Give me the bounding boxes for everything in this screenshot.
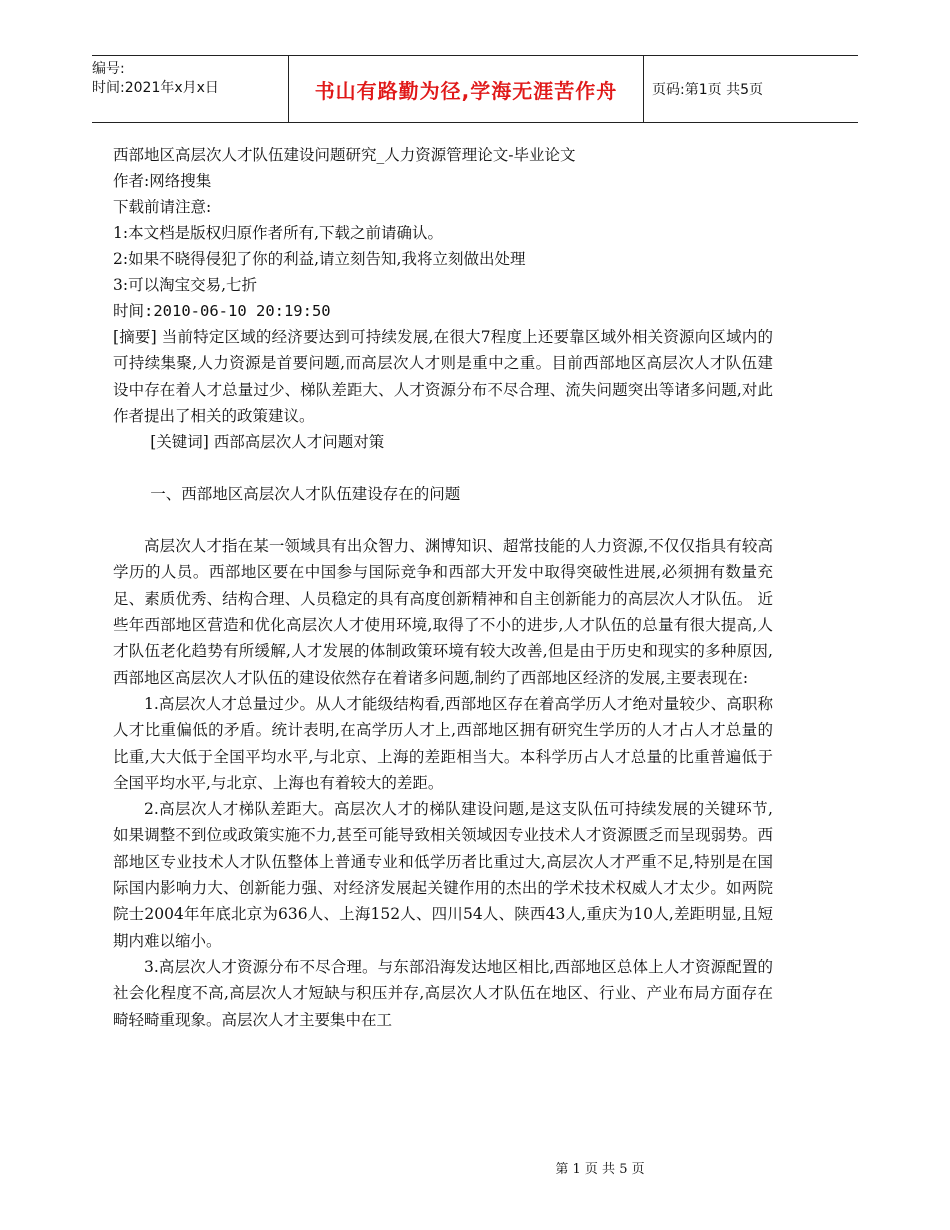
doc-title: 西部地区高层次人才队伍建设问题研究_人力资源管理论文-毕业论文 xyxy=(113,146,576,164)
body-paragraph: 1.高层次人才总量过少。从人才能级结构看,西部地区存在着高学历人才绝对量较少、高职称人才比重偏低的矛盾。统计表明,在高学历人才上,西部地区拥有研究生学历的人才占人才总量的比重,大大低于全国平均水平,与北京、上海的差距相当大。本科学历占人才总量的比重普遍低于全国平均水平,与北京、上海也有着较大的差距。 xyxy=(113,694,773,792)
notice-item: 2:如果不晓得侵犯了你的利益,请立刻告知,我将立刻做出处理 xyxy=(113,250,526,268)
section-heading: 一、西部地区高层次人才队伍建设存在的问题 xyxy=(150,485,461,504)
keywords: [关键词] 西部高层次人才问题对策 xyxy=(150,433,385,452)
header-page-info: 页码:第1页 共5页 xyxy=(652,82,763,98)
doc-time: 时间:2010-06-10 20:19:50 xyxy=(113,302,331,320)
body-paragraph: 2.高层次人才梯队差距大。高层次人才的梯队建设问题,是这支队伍可持续发展的关键环节,如果调整不到位或政策实施不力,甚至可能导致相关领域因专业技术人才资源匮乏而呈现弱势。西部地区专业技术人才队伍整体上普通专业和低学历者比重过大,高层次人才严重不足,特别是在国际国内影响力大、创新能力强、对经济发展起关键作用的杰出的学术技术权威人才太少。如两院院士2004年年底北京为636人、上海152人、四川54人、陕西43人,重庆为10人,差距明显,且短期内难以缩小。 xyxy=(113,800,773,950)
header-slogan: 书山有路勤为径,学海无涯苦作舟 xyxy=(288,56,644,122)
notice-item: 1:本文档是版权归原作者所有,下载之前请确认。 xyxy=(113,224,444,242)
doc-author: 作者:网络搜集 xyxy=(113,172,212,190)
abstract: [摘要] 当前特定区域的经济要达到可持续发展,在很大7程度上还要靠区域外相关资源向区域内的可持续集聚,人力资源是首要问题,而高层次人才则是重中之重。目前西部地区高层次人才队伍建设中存在着人才总量过少、梯队差距大、人才资源分布不尽合理、流失问题突出等诸多问题,对此作者提出了相关的政策建议。 xyxy=(113,328,773,425)
header-meta xyxy=(92,56,288,122)
header-time-label: 时间:2021年x月x日 xyxy=(92,80,219,96)
page-header xyxy=(92,55,858,123)
body-paragraph: 3.高层次人才资源分布不尽合理。与东部沿海发达地区相比,西部地区总体上人才资源配置的社会化程度不高,高层次人才短缺与积压并存,高层次人才队伍在地区、行业、产业布局方面存在畸轻畸重现象。高层次人才主要集中在工 xyxy=(113,957,773,1029)
body-paragraph: 高层次人才指在某一领域具有出众智力、渊博知识、超常技能的人力资源,不仅仅指具有较高学历的人员。西部地区要在中国参与国际竞争和西部大开发中取得突破性进展,必须拥有数量充足、素质优秀、结构合理、人员稳定的具有高度创新精神和自主创新能力的高层次人才队伍。 近些年西部地区营造和优化高层次人才使用环境,取得了不小的进步,人才队伍的总量有很大提高,人才队伍老化趋势有所缓解,人才发展的体制政策环境有较大改善,但是由于历史和现实的多种原因,西部地区高层次人才队伍的建设依然存在着诸多问题,制约了西部地区经济的发展,主要表现在: xyxy=(113,537,773,687)
document-body xyxy=(113,142,773,1033)
notice-item: 3:可以淘宝交易,七折 xyxy=(113,276,258,294)
page-footer: 第 1 页 共 5 页 xyxy=(555,1162,645,1177)
notice-heading: 下载前请注意: xyxy=(113,198,212,216)
header-number-label: 编号: xyxy=(92,61,125,77)
